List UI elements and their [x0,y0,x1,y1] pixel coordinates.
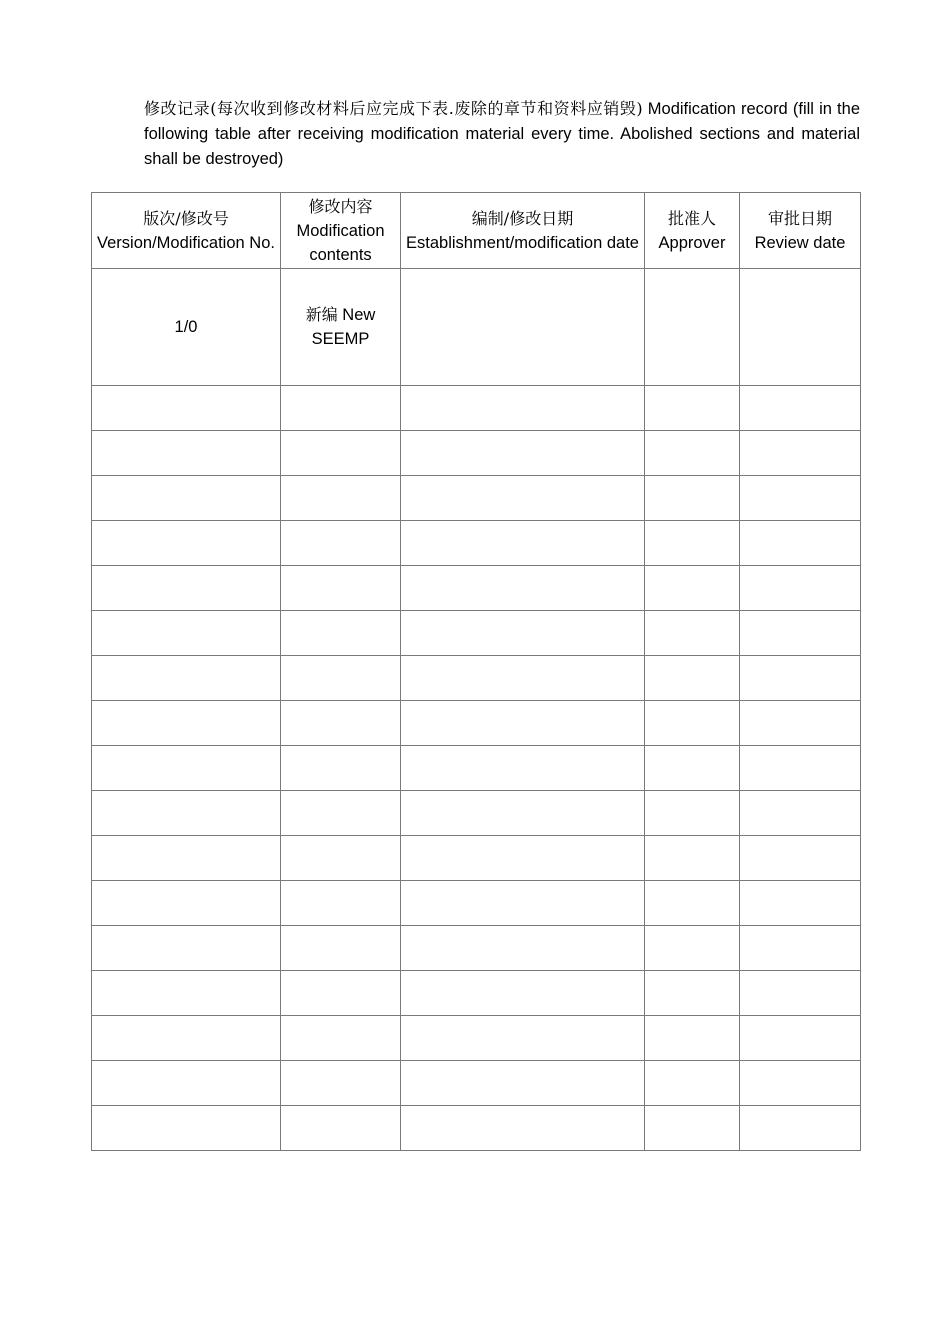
table-row [92,431,861,476]
modification-record-table [91,192,861,1151]
table-row [92,836,861,881]
header-contents-en: Modification contents [296,221,385,264]
cell-date [401,1061,645,1106]
cell-review-date [740,521,861,566]
cell-contents [281,521,401,566]
cell-approver [645,386,740,431]
cell-contents [281,656,401,701]
header-approver [645,193,740,269]
cell-review-date [740,611,861,656]
cell-review-date [740,1061,861,1106]
cell-review-date [740,476,861,521]
header-version-cn: 版次/修改号 [143,208,229,228]
cell-version [92,836,281,881]
cell-approver [645,1106,740,1151]
header-date-cn: 编制/修改日期 [471,208,574,228]
header-review-date [740,193,861,269]
cell-contents [281,881,401,926]
cell-contents [281,1016,401,1061]
header-contents [281,193,401,269]
cell-date [401,1106,645,1151]
cell-approver [645,746,740,791]
cell-approver [645,1016,740,1061]
cell-version [92,521,281,566]
cell-approver [645,269,740,386]
cell-date [401,566,645,611]
cell-approver [645,701,740,746]
table-row [92,611,861,656]
cell-version [92,746,281,791]
cell-contents [281,566,401,611]
header-approver-cn: 批准人 [667,208,716,228]
cell-version [92,476,281,521]
cell-version [92,1106,281,1151]
cell-version [92,881,281,926]
cell-contents [281,386,401,431]
header-date-en: Establishment/modification date [406,233,639,252]
table-row [92,1061,861,1106]
cell-approver [645,656,740,701]
cell-date [401,611,645,656]
cell-approver [645,881,740,926]
table-row [92,791,861,836]
cell-date [401,656,645,701]
cell-date [401,971,645,1016]
cell-contents [281,791,401,836]
cell-contents [281,476,401,521]
cell-version [92,971,281,1016]
modification-record-instructions [144,96,860,172]
cell-approver [645,836,740,881]
cell-date [401,836,645,881]
cell-approver [645,926,740,971]
cell-date [401,521,645,566]
cell-contents [281,1106,401,1151]
cell-review-date [740,701,861,746]
cell-version [92,656,281,701]
cell-version [92,1061,281,1106]
cell-approver [645,971,740,1016]
cell-date [401,386,645,431]
cell-approver [645,791,740,836]
table-row [92,971,861,1016]
cell-contents [281,836,401,881]
header-review-date-en: Review date [754,233,846,252]
cell-date [401,431,645,476]
table-row [92,1106,861,1151]
cell-contents [281,269,401,386]
cell-version: 1/0 [92,269,281,386]
cell-version [92,926,281,971]
cell-approver [645,521,740,566]
table-row [92,881,861,926]
cell-date [401,269,645,386]
cell-contents [281,611,401,656]
cell-date [401,926,645,971]
table-row [92,476,861,521]
cell-version [92,611,281,656]
cell-approver [645,476,740,521]
cell-review-date [740,269,861,386]
cell-contents [281,701,401,746]
header-review-date-cn: 审批日期 [767,208,832,228]
table-row [92,386,861,431]
cell-review-date [740,971,861,1016]
cell-date [401,476,645,521]
cell-date [401,1016,645,1061]
cell-review-date [740,836,861,881]
cell-review-date [740,926,861,971]
cell-contents [281,431,401,476]
header-contents-cn: 修改内容 [308,196,373,216]
cell-approver [645,566,740,611]
cell-contents [281,746,401,791]
cell-review-date [740,431,861,476]
cell-review-date [740,566,861,611]
table-row [92,1016,861,1061]
header-version-en: Version/Modification No. [97,233,275,252]
table-row [92,566,861,611]
cell-review-date [740,746,861,791]
table-row [92,269,861,386]
cell-approver [645,1061,740,1106]
cell-review-date [740,881,861,926]
cell-date [401,746,645,791]
cell-version [92,431,281,476]
cell-approver [645,431,740,476]
cell-contents [281,1061,401,1106]
table-row [92,656,861,701]
cell-contents-en: New SEEMP [311,306,376,348]
header-version [92,193,281,269]
cell-approver [645,611,740,656]
cell-version [92,1016,281,1061]
cell-date [401,701,645,746]
cell-contents-cn: 新编 [305,305,338,324]
cell-review-date [740,1106,861,1151]
instructions-cn: 修改记录(每次收到修改材料后应完成下表.废除的章节和资料应销毁) [144,99,643,118]
cell-review-date [740,791,861,836]
table-row [92,746,861,791]
cell-contents [281,926,401,971]
table-row [92,521,861,566]
cell-version [92,791,281,836]
cell-contents [281,971,401,1016]
cell-review-date [740,1016,861,1061]
cell-version [92,566,281,611]
header-date [401,193,645,269]
cell-date [401,791,645,836]
table-row [92,701,861,746]
cell-date [401,881,645,926]
header-approver-en: Approver [658,233,726,252]
instructions-en: Modification record (fill in the following table after receiving modification material every time. Abolished sections and material shall be destroyed) [144,100,860,168]
cell-review-date [740,386,861,431]
cell-review-date [740,656,861,701]
cell-version [92,701,281,746]
table-row [92,926,861,971]
cell-version [92,386,281,431]
table-header-row [92,193,861,269]
